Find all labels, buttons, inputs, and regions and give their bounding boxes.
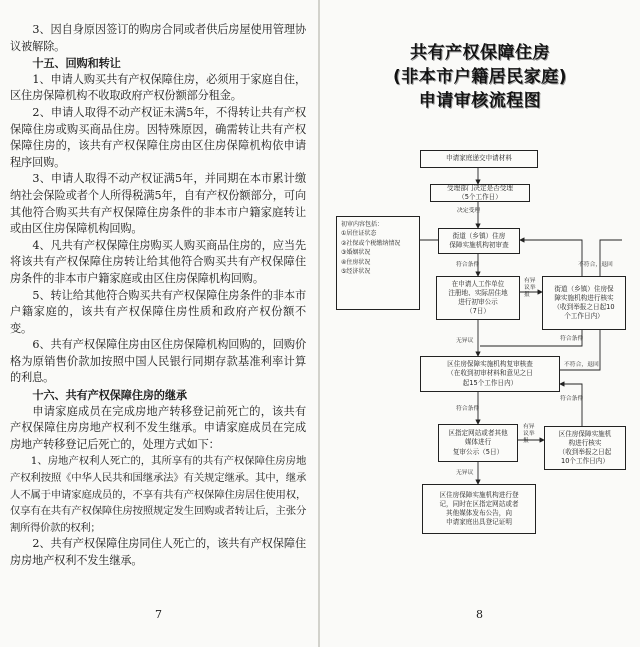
step-district-review: 区住房保障实施机构复审核查 （在收到初审材料和意见之日 起15个工作日内） [420,356,560,392]
paragraph: 2、申请人取得不动产权证未满5年，不得转让共有产权保障住房或购买商品住房。因特殊原因，确需转让共有产权保障住房的，该共有产权保障住房由区住房保障机构依申请程序回购。 [10,105,306,169]
label-meets-conditions-1: 符合条件 [456,262,480,268]
preliminary-review-contents: 初审内容包括： ①居住证状态 ②社保或个税缴纳情况 ③婚姻状况 ④住房状况 ⑤经济状况 [336,216,420,310]
left-page [0,0,318,647]
arrow-town-verify-rejected [520,240,582,276]
step-town-verification: 街道（乡镇）住房保 障实施机构进行核实 （收到举报之日起10 个工作日内） [542,276,626,330]
step-review-announcement: 区指定网站或者其他 媒体进行 复审公示（5日） [438,424,518,462]
paragraph: 3、因自身原因签订的购房合同或者供后房屋使用管理协议被解除。 [10,23,306,53]
paragraph: 5、转让给其他符合购买共有产权保障住房条件的非本市户籍家庭的，该共有产权保障住房性质和政府产权份额不变。 [10,288,306,335]
right-page [320,0,640,647]
label-objection-report-2: 有异 议举 报 [523,424,535,444]
section-heading: 十五、回购和转让 [32,56,121,71]
regulation-text [10,22,306,570]
step-town-preliminary-review: 街道（乡镇）住房 保障实施机构初审查 [438,228,520,254]
label-no-objection-1: 无异议 [456,338,474,344]
paragraph: 6、共有产权保障住房由区住房保障机构回购的，回购价格为原销售价款加按照中国人民银行同期存款基准利率计算的利息。 [10,338,306,385]
label-objection-report-1: 有异 议举 报 [524,278,536,298]
paragraph: 3、申请人取得不动产权证满5年，并同期在本市累计缴纳社会保险或者个人所得税满5年，自有产权份额部分，可向其他符合购买共有产权保障住房条件的非本市户籍家庭转让或由区住房保障机构回购。 [10,172,306,236]
paragraph: 4、凡共有产权保障住房购买人购买商品住房的，应当先将该共有产权保障住房转让给其他符合购买共有产权保障住房条件的非本市户籍家庭或由区住房保障机构回购。 [10,238,306,285]
paragraph: 1、房地产权利人死亡的，其所享有的共有产权保障住房房地产权利按照《中华人民共和国继承法》有关规定继承。其中，继承人不属于申请家庭成员的，不享有共有产权保障住房居住使用权，仅享有在共有产权保障住房按照规定发生回购或者转让后，主张分割所得价款的权利； [10,455,306,534]
flowchart-title-line-1: 共有产权保障住房 [410,43,550,63]
label-accepted: 决定受理 [457,208,481,214]
label-no-objection-2: 无异议 [456,470,474,476]
step-preliminary-announcement: 在申请人工作单位 注册地、实际居住地 进行初审公示 （7日） [436,276,520,320]
label-meets-conditions-2: 符合条件 [560,336,584,342]
arrow-district-verify-passed [560,384,582,426]
label-not-meet-return-1: 不符合，退回 [578,262,613,268]
step-district-verification: 区住房保障实施机 构进行核实 （收到举报之日起 10个工作日内） [544,426,626,470]
paragraph: 2、共有产权保障住房同住人死亡的，该共有产权保障住房房地产权利不发生继承。 [10,537,306,567]
section-heading: 十六、共有产权保障住房的继承 [32,388,187,403]
step-submit-materials: 申请家庭递交申请材料 [420,150,538,168]
page-number-right: 8 [476,608,483,621]
label-meets-conditions-3: 符合条件 [456,406,480,412]
paragraph: 1、申请人购买共有产权保障住房，必须用于家庭自住，区住房保障机构不收取政府产权份额部分租金。 [10,72,306,103]
label-meets-conditions-4: 符合条件 [560,396,584,402]
label-not-meet-return-2: 不符合，退回 [564,362,599,368]
flowchart-title-line-2: (非本市户籍居民家庭) [392,67,568,87]
step-final-registration: 区住房保障实施机构进行登 记，同时在区指定网站或者 其他媒体发布公告，向 申请家庭出具登记证明 [422,484,536,534]
step-accept-decision: 受理部门决定是否受理 （5个工作日） [430,184,530,202]
page-number-left: 7 [155,608,162,621]
flowchart-title-line-3: 申请审核流程图 [418,91,542,111]
paragraph: 申请家庭成员在完成房地产转移登记前死亡的，该共有产权保障住房房地产权利不发生继承。申请家庭成员在完成房地产转移登记后死亡的，处理方式如下： [10,404,306,451]
